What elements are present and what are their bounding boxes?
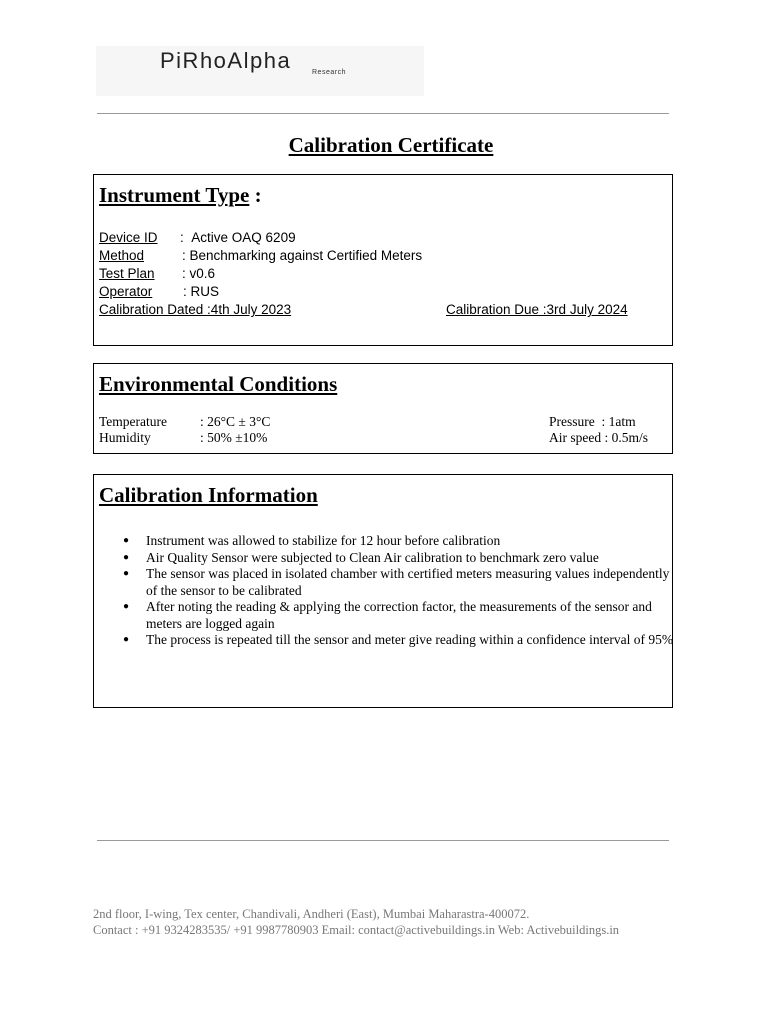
temperature-label: Temperature bbox=[99, 414, 168, 429]
calibration-due: Calibration Due :3rd July 2024 bbox=[446, 302, 628, 317]
footer-divider bbox=[97, 840, 669, 841]
header-divider bbox=[97, 113, 669, 114]
list-item: ● Air Quality Sensor were subjected to Clean Air calibration to benchmark zero value bbox=[146, 550, 676, 567]
test-plan-value: : v0.6 bbox=[182, 266, 216, 281]
device-id-row bbox=[99, 230, 158, 245]
company-logo: PiRhoAlpha bbox=[160, 48, 292, 73]
environmental-conditions-heading: Environmental Conditions bbox=[99, 372, 338, 396]
list-item: ● Instrument was allowed to stabilize for 12 hour before calibration bbox=[146, 533, 676, 550]
method-row bbox=[99, 248, 144, 263]
instrument-type-heading: Instrument Type : bbox=[99, 183, 262, 207]
calibration-dated: Calibration Dated :4th July 2023 bbox=[99, 302, 292, 317]
temperature-value: : 26°C ± 3°C bbox=[200, 414, 271, 429]
calibration-steps-list bbox=[118, 533, 676, 649]
certificate-title: Calibration Certificate bbox=[288, 133, 494, 157]
method-label: Method bbox=[99, 248, 145, 263]
pressure-value: Pressure : 1atm bbox=[549, 414, 636, 429]
device-id-label: Device ID bbox=[99, 230, 158, 245]
environmental-conditions-section bbox=[93, 363, 673, 454]
footer-address: 2nd floor, I-wing, Tex center, Chandivali, Andheri (East), Mumbai Maharastra-400072. bbox=[93, 907, 530, 921]
list-item: ● The sensor was placed in isolated chamber with certified meters measuring values independently of the sensor to be calibrated bbox=[146, 566, 676, 599]
device-id-value: : Active OAQ 6209 bbox=[180, 230, 296, 245]
company-logo-tagline: Research bbox=[312, 69, 346, 76]
air-speed-value: Air speed : 0.5m/s bbox=[549, 430, 648, 445]
list-item: ● After noting the reading & applying the correction factor, the measurements of the sensor and meters are logged again bbox=[146, 599, 676, 632]
footer-contact: Contact : +91 9324283535/ +91 9987780903 Email: contact@activebuildings.in Web: Activebuildings.in bbox=[93, 923, 620, 937]
calibration-information-heading: Calibration Information bbox=[99, 483, 318, 507]
test-plan-label: Test Plan bbox=[99, 266, 155, 281]
method-value: : Benchmarking against Certified Meters bbox=[182, 248, 423, 263]
calibration-information-section bbox=[93, 474, 673, 708]
operator-value: : RUS bbox=[183, 284, 220, 299]
test-plan-row bbox=[99, 266, 155, 281]
humidity-label: Humidity bbox=[99, 430, 151, 445]
list-item: ● The process is repeated till the sensor and meter give reading within a confidence interval of 95% bbox=[146, 632, 676, 649]
instrument-type-section bbox=[93, 174, 673, 346]
operator-label: Operator bbox=[99, 284, 153, 299]
humidity-value: : 50% ±10% bbox=[200, 430, 268, 445]
operator-row bbox=[99, 284, 152, 299]
